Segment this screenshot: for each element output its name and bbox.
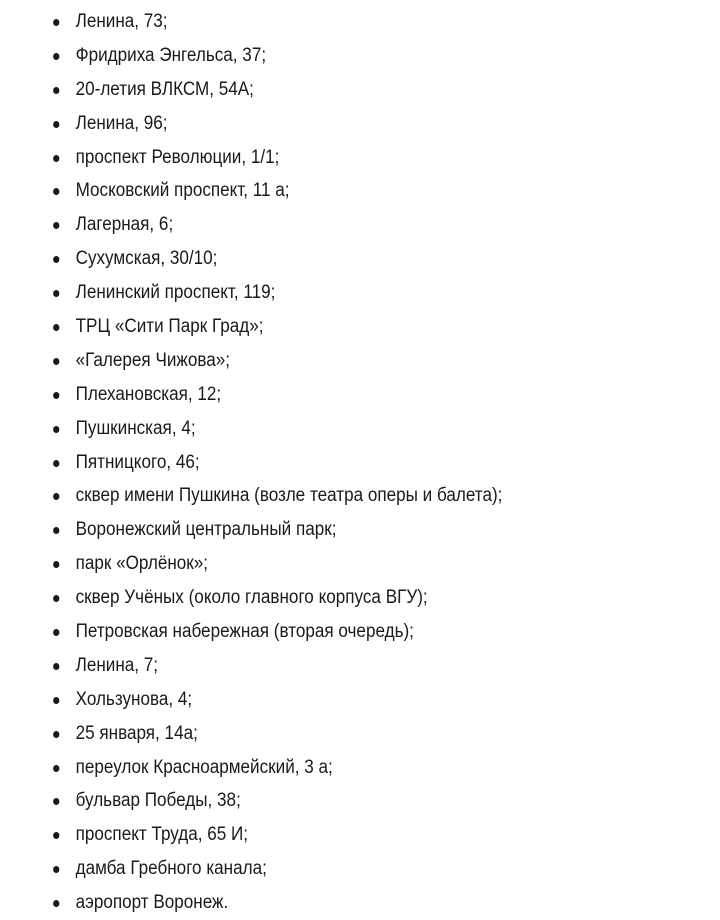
address-text: аэропорт Воронеж.	[75, 892, 229, 914]
list-item	[0, 242, 648, 276]
address-text: Хользунова, 4;	[75, 688, 193, 710]
address-text: Ленинский проспект, 119;	[75, 282, 276, 304]
list-item	[0, 208, 648, 242]
address-text: парк «Орлёнок»;	[75, 553, 209, 575]
bullet-icon	[53, 155, 59, 162]
list-item	[0, 751, 648, 785]
bullet-icon	[53, 900, 59, 907]
list-item	[0, 784, 648, 818]
bullet-icon	[53, 697, 59, 704]
address-text: Петровская набережная (вторая очередь);	[75, 621, 414, 643]
address-text: Пушкинская, 4;	[75, 417, 196, 439]
address-text: проспект Революции, 1/1;	[75, 146, 280, 168]
address-text: Воронежский центральный парк;	[75, 519, 337, 541]
bullet-icon	[53, 392, 59, 399]
address-text: Сухумская, 30/10;	[75, 248, 218, 270]
address-text: Ленина, 96;	[75, 112, 168, 134]
bullet-icon	[53, 87, 59, 94]
bullet-icon	[53, 460, 59, 467]
address-text: Лагерная, 6;	[75, 214, 174, 236]
address-text: переулок Красноармейский, 3 а;	[75, 756, 333, 778]
bullet-icon	[53, 663, 59, 670]
bullet-icon	[53, 527, 59, 534]
list-item	[0, 141, 648, 175]
list-item	[0, 276, 648, 310]
bullet-icon	[53, 629, 59, 636]
address-list	[0, 5, 720, 920]
list-item	[0, 852, 648, 886]
bullet-icon	[53, 19, 59, 26]
address-text: Пятницкого, 46;	[75, 451, 200, 473]
address-text: сквер Учёных (около главного корпуса ВГУ);	[75, 587, 428, 609]
list-item	[0, 412, 648, 446]
address-text: ТРЦ «Сити Парк Град»;	[75, 316, 264, 338]
bullet-icon	[53, 731, 59, 738]
list-item	[0, 446, 648, 480]
list-item	[0, 717, 648, 751]
list-item	[0, 39, 648, 73]
address-text: Ленина, 73;	[75, 11, 168, 32]
address-text: «Галерея Чижова»;	[75, 349, 231, 371]
list-item	[0, 615, 648, 649]
bullet-icon	[53, 121, 59, 128]
list-item	[0, 174, 648, 208]
bullet-icon	[53, 765, 59, 772]
list-item	[0, 5, 648, 39]
address-text: дамба Гребного канала;	[75, 858, 267, 880]
list-item	[0, 547, 648, 581]
bullet-icon	[53, 866, 59, 873]
bullet-icon	[53, 493, 59, 500]
bullet-icon	[53, 53, 59, 60]
bullet-icon	[53, 798, 59, 805]
bullet-icon	[53, 188, 59, 195]
bullet-icon	[53, 256, 59, 263]
list-item	[0, 513, 648, 547]
list-item	[0, 683, 648, 717]
address-text: Ленина, 7;	[75, 654, 159, 676]
list-item	[0, 818, 648, 852]
list-item	[0, 73, 648, 107]
bullet-icon	[53, 832, 59, 839]
address-text: сквер имени Пушкина (возле театра оперы и балета);	[75, 485, 503, 507]
address-text: проспект Труда, 65 И;	[75, 824, 249, 846]
address-text: 25 января, 14а;	[75, 722, 198, 744]
bullet-icon	[53, 222, 59, 229]
address-text: Московский проспект, 11 а;	[75, 180, 290, 202]
list-item	[0, 107, 648, 141]
bullet-icon	[53, 324, 59, 331]
bullet-icon	[53, 426, 59, 433]
address-text: бульвар Победы, 38;	[75, 790, 241, 812]
list-item	[0, 581, 648, 615]
list-item	[0, 310, 648, 344]
list-item	[0, 378, 648, 412]
address-text: Плехановская, 12;	[75, 383, 222, 405]
list-item	[0, 649, 648, 683]
bullet-icon	[53, 290, 59, 297]
bullet-icon	[53, 358, 59, 365]
list-item	[0, 479, 648, 513]
address-text: Фридриха Энгельса, 37;	[75, 44, 267, 66]
bullet-icon	[53, 561, 59, 568]
list-item	[0, 344, 648, 378]
address-text: 20-летия ВЛКСМ, 54А;	[75, 78, 254, 100]
bullet-icon	[53, 595, 59, 602]
